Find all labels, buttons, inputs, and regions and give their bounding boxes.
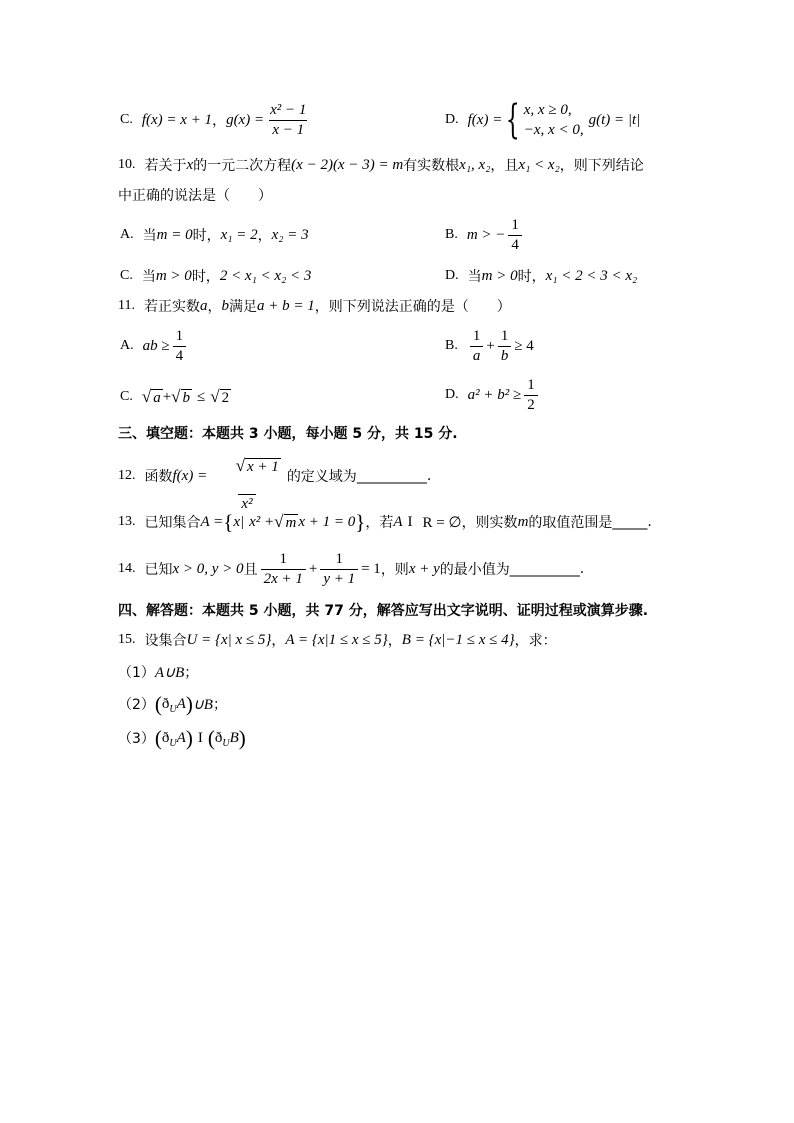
stem-text: 若正实数 — [143, 299, 200, 315]
math-variable: a — [199, 297, 208, 314]
math-expression: A∪B — [154, 664, 185, 681]
math-expression: x₁ = 2 — [220, 226, 258, 243]
complement-subscript: U — [222, 737, 230, 749]
question-number: 11. — [118, 298, 135, 313]
fraction-denominator: a — [470, 346, 484, 365]
math-variable: A — [176, 695, 186, 712]
fraction — [470, 328, 484, 365]
radicand: a — [153, 390, 161, 406]
q13 — [118, 509, 652, 535]
stem-text: ，则 — [380, 562, 409, 578]
math-expression: = 1 — [361, 560, 381, 577]
section-heading-text: 三、填空题：本题共 3 小题，每小题 5 分，共 15 分. — [118, 426, 458, 442]
open-paren: ( — [207, 726, 215, 750]
q14 — [118, 548, 584, 590]
fraction-numerator: x² − 1 — [270, 101, 307, 118]
intersection-sign: I — [197, 729, 203, 746]
option-label: D. — [445, 112, 459, 127]
math-expression: x + 1 = 0 — [298, 513, 356, 530]
set-b-definition: B = {x|−1 ≤ x ≤ 4} — [401, 631, 515, 648]
q15-stem — [118, 629, 557, 651]
stem-text: ，则下列说法正确的是（ ） — [314, 299, 511, 315]
period: . — [426, 468, 432, 484]
part-label: （3） — [118, 731, 155, 747]
set-close-brace: } — [355, 510, 366, 534]
intersection-sign: I — [407, 513, 413, 530]
q11-option-b — [445, 326, 534, 366]
math-expression: g(x) = — [226, 111, 265, 128]
math-expression: ≥ 4 — [514, 337, 534, 354]
stem-text: 有实数根 — [403, 158, 460, 174]
fraction — [508, 217, 522, 254]
math-variable: b — [221, 297, 229, 314]
square-root — [274, 513, 298, 531]
math-expression: R = ∅ — [422, 514, 462, 531]
stem-text: 已知 — [144, 562, 173, 578]
fraction-denominator: 2x + 1 — [261, 569, 306, 588]
math-expression: ab ≥ — [142, 337, 170, 354]
complement-sign: ð — [161, 729, 170, 746]
square-root — [171, 388, 192, 406]
radicand: m — [285, 515, 297, 531]
fraction — [173, 328, 187, 365]
fraction — [261, 551, 306, 588]
option-label: A. — [120, 338, 134, 353]
plus-sign: + — [308, 560, 318, 577]
question-number: 10. — [118, 157, 136, 172]
fraction — [267, 102, 309, 139]
math-expression: x₂ = 3 — [271, 226, 309, 243]
complement-sign: ð — [161, 695, 170, 712]
math-expression: f(x) = x + 1 — [141, 111, 213, 128]
math-variable: x — [186, 156, 194, 173]
question-number: 15. — [118, 632, 136, 647]
complement-subscript: U — [169, 737, 177, 749]
math-variable: A — [176, 729, 186, 746]
stem-text: 若关于 — [144, 158, 187, 174]
part-label: （2） — [118, 697, 155, 713]
plus-sign: + — [162, 388, 172, 405]
option-text: 时， — [517, 269, 546, 285]
math-expression: A = — [200, 513, 224, 530]
fraction — [498, 328, 512, 365]
math-expression: g(t) = |t| — [588, 111, 641, 128]
fraction-denominator: x − 1 — [269, 120, 307, 139]
fraction-denominator: y + 1 — [320, 569, 358, 588]
fraction-numerator: 1 — [527, 376, 535, 393]
piecewise-brace: { — [506, 97, 521, 143]
option-text: 当 — [142, 228, 157, 244]
semicolon: ； — [184, 665, 199, 681]
stem-text: ，求： — [514, 633, 557, 649]
open-paren: ( — [154, 726, 162, 750]
math-expression: m = 0 — [156, 226, 193, 243]
stem-text: ，则实数 — [461, 515, 518, 531]
math-expression: a + b = 1 — [256, 297, 315, 314]
separator: ， — [387, 633, 402, 649]
option-label: C. — [120, 389, 133, 404]
math-expression: 2 < x₁ < x₂ < 3 — [219, 267, 312, 284]
q10-option-d — [445, 264, 637, 288]
piecewise-cases — [524, 100, 584, 140]
fraction — [210, 440, 284, 513]
math-expression: m > 0 — [481, 267, 518, 284]
question-number: 13. — [118, 514, 136, 529]
option-label: C. — [120, 112, 133, 127]
option-label: B. — [445, 338, 458, 353]
math-variable: B — [229, 729, 239, 746]
radicand: 2 — [221, 390, 230, 406]
math-expression: f(x) = — [467, 111, 503, 128]
section-heading-fill-in — [118, 422, 458, 444]
set-a-definition: A = {x|1 ≤ x ≤ 5} — [285, 631, 388, 648]
stem-text: ，若 — [365, 515, 394, 531]
fraction-numerator — [210, 440, 284, 494]
semicolon: ； — [212, 697, 227, 713]
part-label: （1） — [118, 665, 155, 681]
fraction-numerator: 1 — [472, 327, 481, 344]
math-expression: a² + b² ≥ — [467, 386, 522, 403]
section-heading-solutions — [118, 599, 648, 621]
fraction-denominator: x² — [238, 494, 255, 513]
q15-part-1 — [118, 661, 198, 683]
stem-text: 的最小值为 — [439, 562, 510, 578]
q11-option-d — [445, 375, 541, 415]
q10-option-c — [120, 264, 311, 288]
square-root — [142, 388, 163, 406]
section-heading-text: 四、解答题：本题共 5 小题，共 77 分，解答应写出文字说明、证明过程或演算步骤. — [118, 603, 649, 619]
complement-sign: ð — [214, 729, 223, 746]
option-text: 时， — [191, 269, 220, 285]
close-paren: ) — [185, 692, 193, 716]
option-label: C. — [120, 268, 133, 283]
math-variable: A — [393, 513, 403, 530]
math-expression: m > − — [466, 226, 506, 243]
stem-text: 且 — [243, 562, 258, 578]
radicand: b — [182, 390, 190, 406]
plus-sign: + — [486, 337, 495, 354]
stem-text: 设集合 — [144, 633, 187, 649]
stem-text: 的一元二次方程 — [193, 158, 292, 174]
fraction-numerator: 1 — [335, 550, 343, 567]
separator: ， — [212, 113, 227, 129]
square-root — [210, 388, 231, 406]
separator: ， — [207, 299, 222, 315]
radical-sign: √ — [210, 387, 220, 406]
relation-sign: ≤ — [197, 388, 206, 405]
fraction-numerator: 1 — [279, 550, 287, 567]
q15-part-2 — [118, 692, 227, 716]
stem-text: 中正确的说法是（ ） — [118, 188, 272, 204]
math-expression: f(x) = — [172, 467, 208, 484]
q11-option-a — [120, 326, 189, 366]
option-text: 时， — [192, 228, 221, 244]
math-expression: x₁ < x₂ — [518, 156, 560, 173]
answer-blank: __________ — [509, 561, 580, 577]
math-expression: m > 0 — [155, 267, 192, 284]
option-label: D. — [445, 387, 459, 402]
stem-text: 的定义域为 — [286, 469, 357, 485]
radicand: x + 1 — [247, 458, 279, 475]
separator: ， — [257, 228, 272, 244]
stem-text: ，则下列结论 — [559, 158, 644, 174]
open-paren: ( — [154, 692, 162, 716]
fraction-numerator: 1 — [175, 327, 184, 344]
radical-sign: √ — [274, 512, 284, 531]
option-label: D. — [445, 268, 459, 283]
case-line: −x, x < 0, — [523, 122, 584, 138]
separator: ， — [271, 633, 286, 649]
option-label: A. — [120, 227, 134, 242]
fraction-numerator: 1 — [511, 216, 519, 233]
q10-stem-line2 — [118, 184, 272, 206]
q15-part-3 — [118, 726, 246, 750]
math-expression: x₁, x₂ — [459, 156, 491, 173]
period: . — [579, 561, 585, 577]
q11-stem — [118, 295, 511, 317]
set-u-definition: U = {x| x ≤ 5} — [186, 631, 272, 648]
stem-text: 函数 — [144, 469, 173, 485]
square-root — [236, 457, 281, 475]
stem-text: 的取值范围是 — [528, 515, 613, 531]
option-text: 当 — [141, 269, 156, 285]
option-text: 当 — [467, 269, 482, 285]
q11-option-c — [120, 384, 231, 410]
radical-sign: √ — [171, 387, 181, 406]
q9-option-c — [120, 100, 312, 140]
math-variable: m — [517, 513, 529, 530]
stem-text: 已知集合 — [144, 515, 201, 531]
q10-option-a — [120, 223, 309, 247]
fraction-denominator: 4 — [508, 235, 522, 254]
fraction-numerator: 1 — [500, 327, 509, 344]
q10-stem-line1 — [118, 154, 644, 176]
math-expression: ∪B — [192, 696, 213, 713]
q10-option-b — [445, 215, 525, 255]
math-expression: x > 0, y > 0 — [172, 560, 244, 577]
fraction-denominator: b — [498, 346, 512, 365]
fraction — [320, 551, 358, 588]
q12 — [118, 455, 432, 512]
set-variable: x| — [233, 513, 245, 530]
question-number: 12. — [118, 468, 136, 483]
fraction-denominator: 2 — [524, 395, 538, 414]
math-expression: x² + — [249, 513, 275, 530]
stem-text: ，且 — [490, 158, 519, 174]
math-expression: x₁ < 2 < 3 < x₂ — [545, 267, 638, 284]
question-number: 14. — [118, 561, 136, 576]
option-label: B. — [445, 227, 458, 242]
answer-blank: __________ — [356, 468, 427, 484]
fraction-denominator: 4 — [173, 346, 187, 365]
radical-sign: √ — [141, 387, 152, 406]
radical-sign: √ — [235, 455, 246, 475]
close-paren: ) — [185, 726, 193, 750]
close-paren: ) — [238, 726, 246, 750]
stem-text: 满足 — [228, 299, 257, 315]
period: . — [647, 514, 652, 530]
answer-blank: _____ — [612, 514, 648, 530]
complement-subscript: U — [169, 703, 177, 715]
fraction — [524, 377, 538, 414]
set-open-brace: { — [223, 510, 234, 534]
math-expression: (x − 2)(x − 3) = m — [291, 156, 404, 173]
case-line: x, x ≥ 0, — [523, 102, 572, 118]
math-expression: x + y — [408, 560, 440, 577]
q9-option-d — [445, 97, 640, 143]
